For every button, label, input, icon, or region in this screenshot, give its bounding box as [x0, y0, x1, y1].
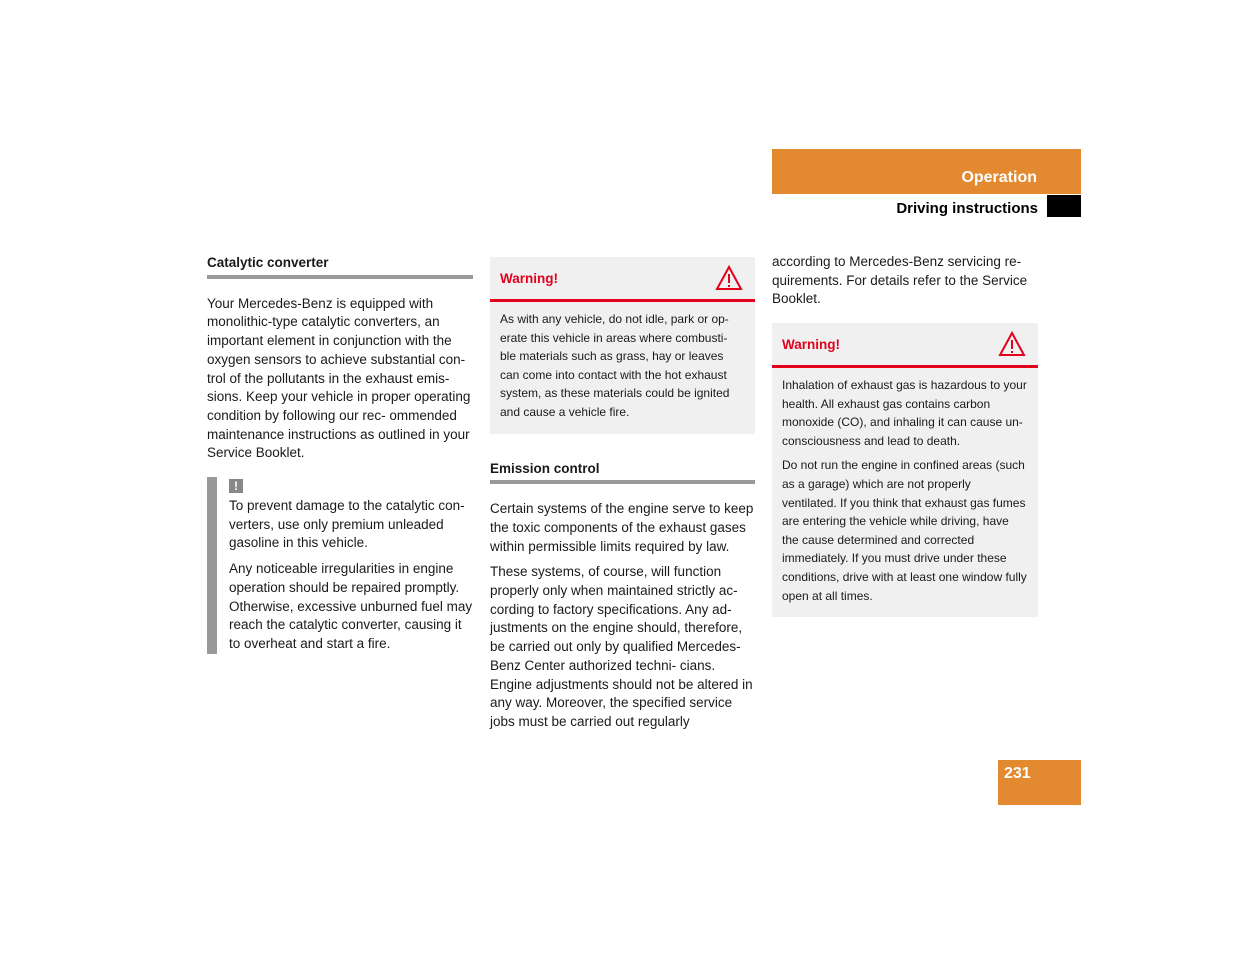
warning-text-2: Do not run the engine in confined areas (such as a garage) which are not properly ventilated. If you think that exhaust gas fumes are entering the vehicle while driving, have the cause determined and corrected immediately. If you must drive under these conditions, drive with at least one window fully open at all times. — [782, 458, 1027, 603]
heading-emission-control: Emission control — [490, 460, 755, 485]
column-1 — [207, 254, 473, 661]
column-2 — [490, 257, 755, 739]
warning-body — [772, 368, 1038, 617]
caution-note — [207, 477, 473, 654]
warning-header — [490, 257, 755, 302]
warning-text: As with any vehicle, do not idle, park or op- erate this vehicle in areas where combusti- ble materials such as grass, hay or leaves can come into contact with the hot exhaust system, as these materials could be ignited and cause a vehicle fire. — [500, 312, 730, 419]
warning-label: Warning! — [782, 337, 840, 353]
catalytic-paragraph: Your Mercedes-Benz is equipped with monolithic-type catalytic converters, an important element in conjunction with the oxygen sensors to achieve substantial con- trol of the pollutants in the exhaust emis- sions. Keep your vehicle in proper operating condition by following our rec- ommended maintenance instructions as outlined in your Service Booklet. — [207, 295, 471, 461]
warning-label: Warning! — [500, 271, 558, 286]
section-header-bar — [772, 149, 1081, 194]
page-number-box — [998, 760, 1081, 805]
heading-catalytic-converter: Catalytic converter — [207, 254, 473, 279]
note-bar — [207, 477, 217, 654]
warning-box-fire — [490, 257, 755, 434]
emission-paragraph-1: Certain systems of the engine serve to keep the toxic components of the exhaust gases within permissible limits required by law. — [490, 501, 754, 554]
continuation-paragraph: according to Mercedes-Benz servicing re- quirements. For details refer to the Service Booklet. — [772, 254, 1028, 307]
warning-triangle-icon — [715, 265, 743, 291]
section-marker — [1047, 195, 1081, 217]
subsection-title: Driving instructions — [896, 200, 1038, 217]
emission-paragraph-2: These systems, of course, will function properly only when maintained strictly ac- cording to factory specifications. Any ad- justments on the engine should, therefore, be carried out only by qualified Mercedes-Benz Center authorized techni- cians. Engine adjustments should not be altered in any way. Moreover, the specified service jobs must be carried out regularly — [490, 564, 753, 729]
exclamation-icon: ! — [229, 479, 243, 493]
warning-text-1: Inhalation of exhaust gas is hazardous to your health. All exhaust gas contains carbon monoxide (CO), and inhaling it can cause un- consciousness and lead to death. — [782, 378, 1027, 448]
warning-header — [772, 323, 1038, 368]
page-number: 231 — [1004, 765, 1031, 782]
warning-box-exhaust — [772, 323, 1038, 617]
note-paragraph-2: Any noticeable irregularities in engine operation should be repaired promptly. Otherwise, excessive unburned fuel may reach the catalytic converter, causing it to overheat and start a fire. — [229, 561, 473, 651]
section-title: Operation — [961, 169, 1037, 186]
note-paragraph-1: To prevent damage to the catalytic con- verters, use only premium unleaded gasoline in this vehicle. — [229, 498, 465, 551]
warning-triangle-icon — [998, 331, 1026, 357]
warning-body — [490, 302, 755, 434]
column-3 — [772, 253, 1038, 643]
